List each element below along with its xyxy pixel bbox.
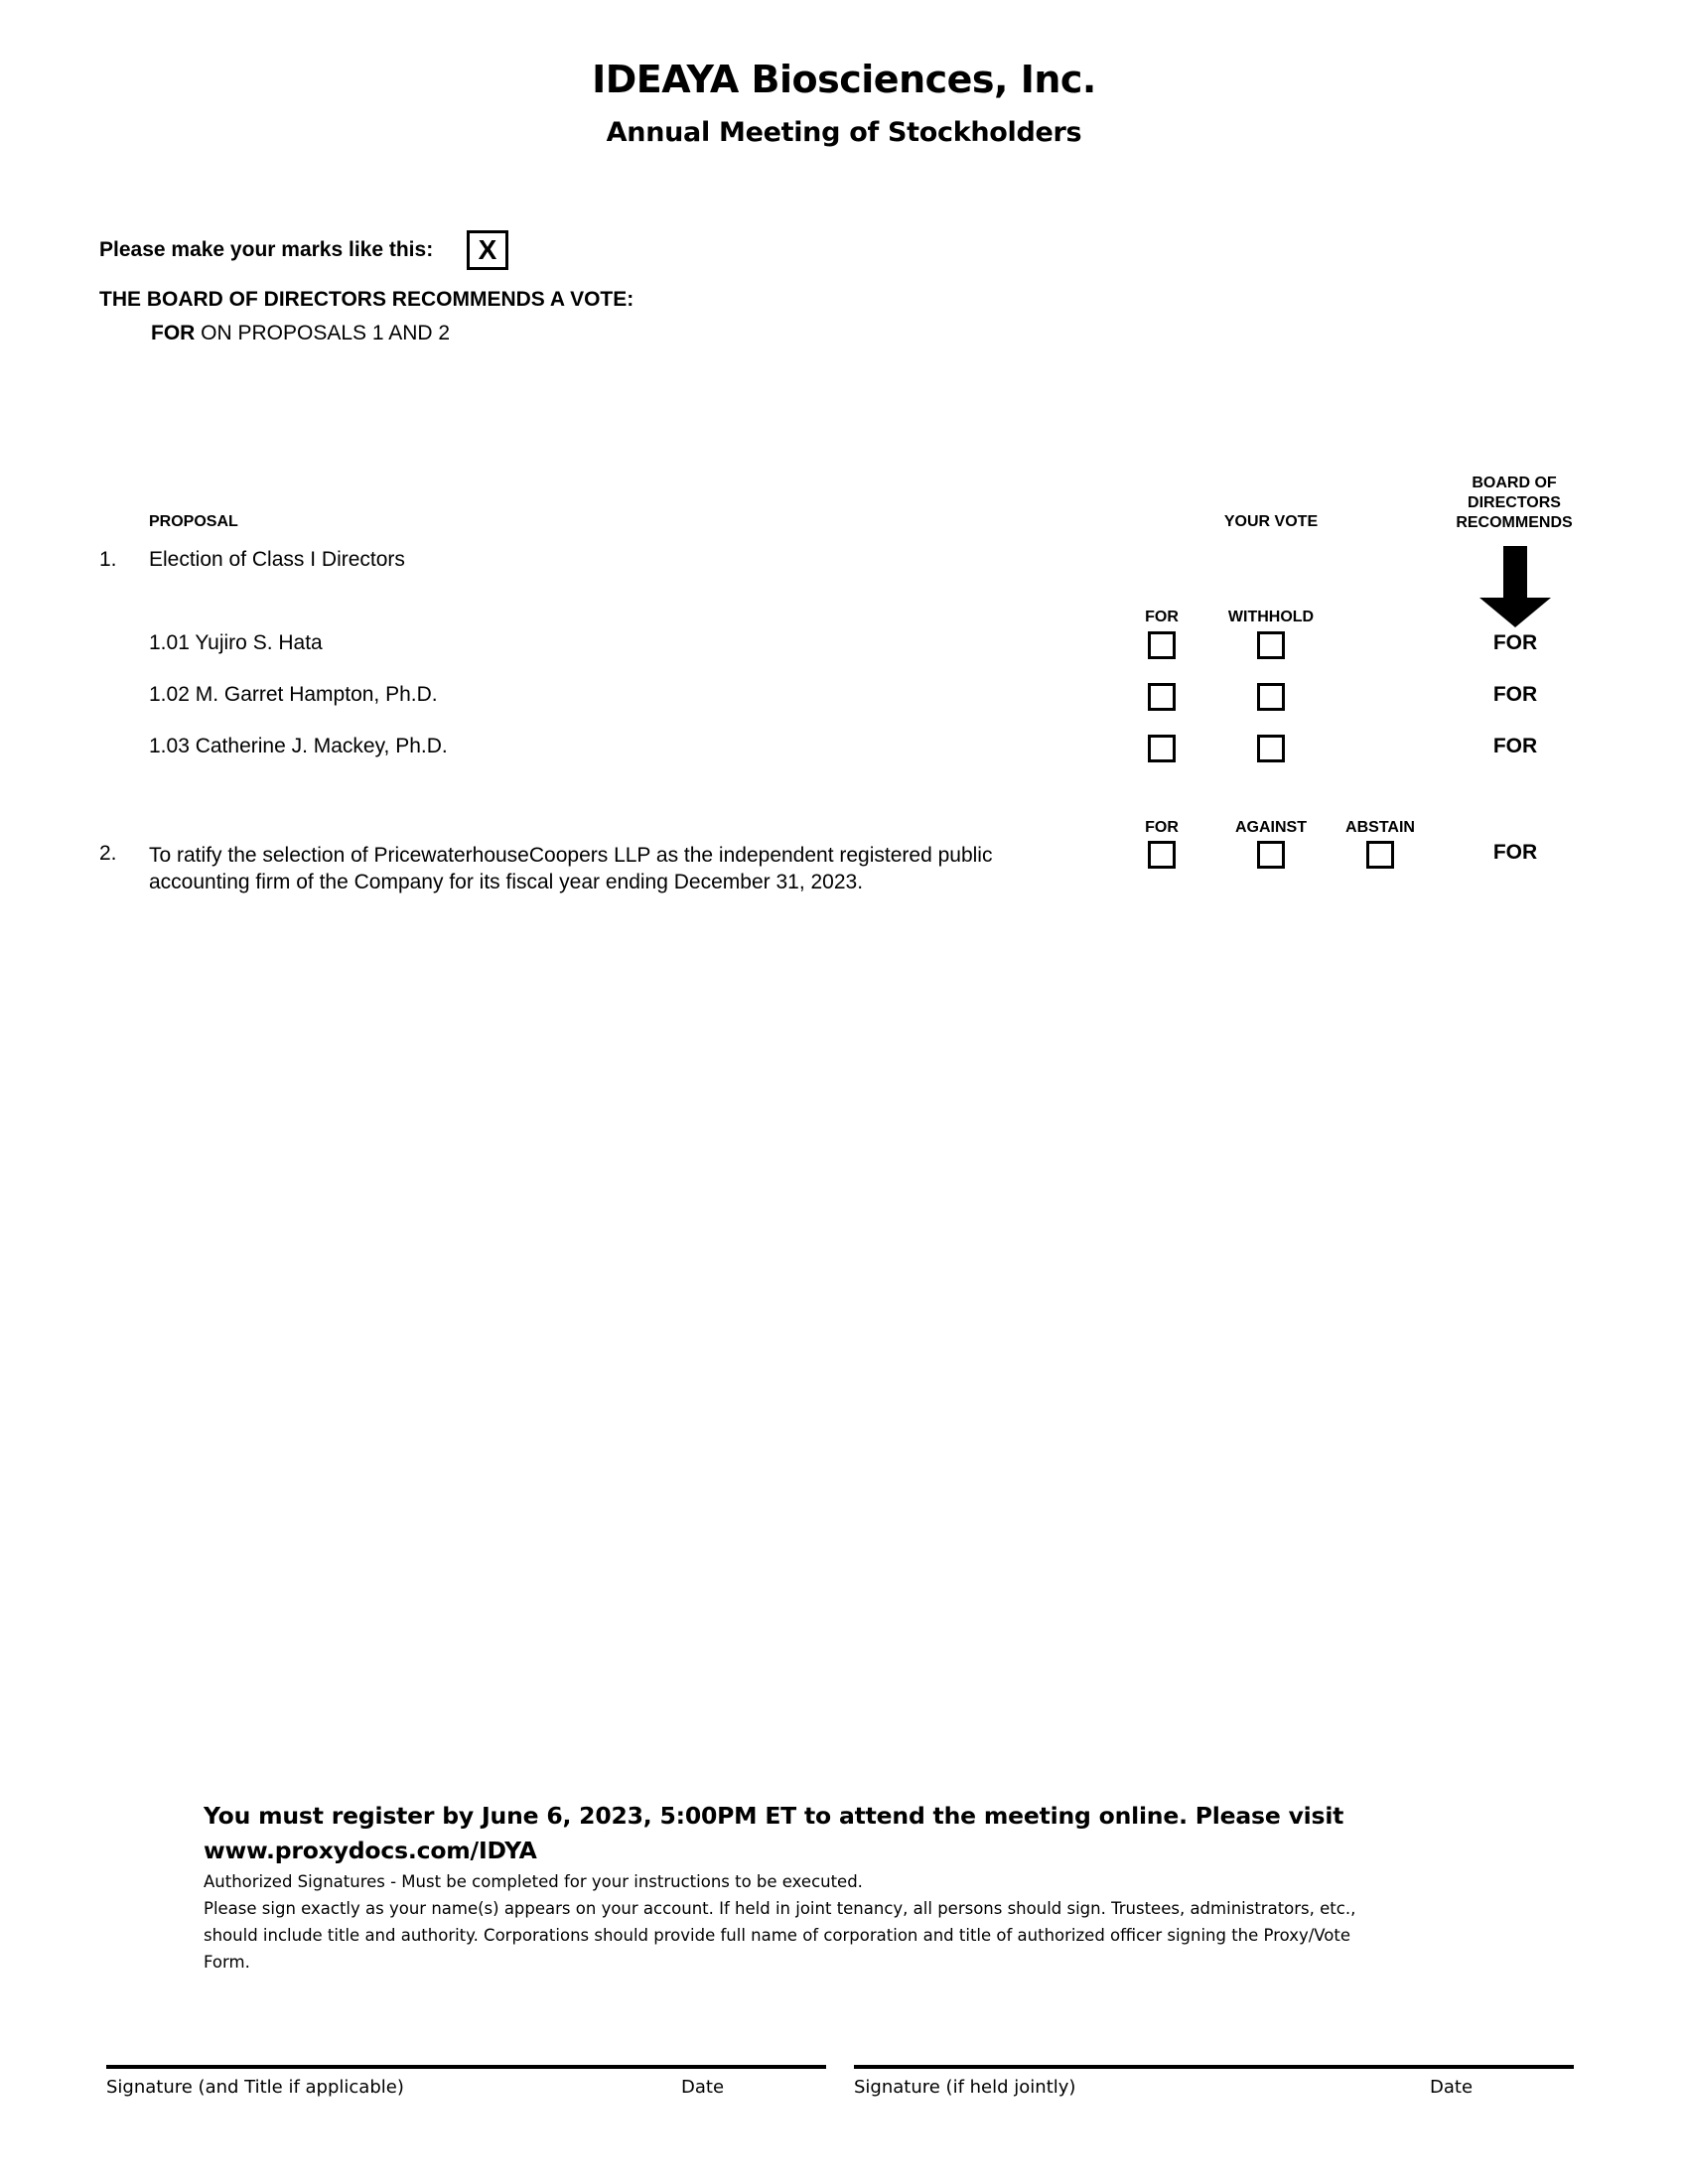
proposal2-abstain-checkbox[interactable] [1366, 841, 1394, 869]
for-word: FOR [151, 322, 196, 344]
sign-instructions-line2: should include title and authority. Corporations should provide full name of corporation and title of authorized officer signing the Proxy/Vote [204, 1926, 1351, 1945]
registration-url: www.proxydocs.com/IDYA [204, 1837, 537, 1864]
board-recommends-column-header [1430, 474, 1599, 533]
marks-instruction: Please make your marks like this: [99, 238, 434, 261]
nominee1-for-checkbox[interactable] [1148, 631, 1176, 659]
proposal1-title: Election of Class I Directors [149, 548, 405, 571]
p2-for-option-header: FOR [1145, 819, 1179, 836]
board-header-line3: RECOMMENDS [1456, 514, 1573, 531]
signature-line-primary [106, 2065, 826, 2069]
proposal2-against-checkbox[interactable] [1257, 841, 1285, 869]
signing-instructions [204, 1868, 1494, 1976]
meeting-subtitle: Annual Meeting of Stockholders [606, 117, 1082, 148]
marks-example-box: X [467, 230, 508, 270]
p1-for-option-header: FOR [1145, 609, 1179, 625]
proposal1-number: 1. [99, 548, 117, 571]
nominee-label: 1.02 M. Garret Hampton, Ph.D. [149, 683, 438, 706]
nominee2-for-checkbox[interactable] [1148, 683, 1176, 711]
nominee3-withhold-checkbox[interactable] [1257, 735, 1285, 762]
company-title: IDEAYA Biosciences, Inc. [592, 58, 1096, 101]
your-vote-column-header: YOUR VOTE [1223, 513, 1319, 530]
signature-label-joint: Signature (if held jointly) [854, 2077, 1076, 2098]
board-header-line1: BOARD OF [1472, 475, 1557, 491]
p2-abstain-option-header: ABSTAIN [1345, 819, 1415, 836]
registration-notice [204, 1799, 1475, 1868]
p1-withhold-option-header: WITHHOLD [1227, 609, 1315, 625]
sign-instructions-line3: Form. [204, 1953, 250, 1972]
proposal2-text-line2: accounting firm of the Company for its fiscal year ending December 31, 2023. [149, 871, 864, 893]
nominee3-for-checkbox[interactable] [1148, 735, 1176, 762]
proposal2-number: 2. [99, 842, 117, 865]
sign-instructions-line1: Please sign exactly as your name(s) appears on your account. If held in joint tenancy, all persons should sign. Trustees, administrators, etc., [204, 1899, 1356, 1918]
proposal2-recommendation: FOR [1492, 841, 1538, 864]
proposal2-for-checkbox[interactable] [1148, 841, 1176, 869]
for-rest: ON PROPOSALS 1 AND 2 [195, 322, 451, 344]
nominee2-recommendation: FOR [1492, 683, 1538, 706]
nominee1-recommendation: FOR [1492, 631, 1538, 654]
signature-line-joint [854, 2065, 1574, 2069]
board-recommendation-summary [151, 322, 450, 345]
registration-line1: You must register by June 6, 2023, 5:00PM ET to attend the meeting online. Please visit [204, 1802, 1344, 1830]
board-recommendation-heading: THE BOARD OF DIRECTORS RECOMMENDS A VOTE: [99, 288, 634, 311]
proposal-column-header: PROPOSAL [149, 513, 238, 530]
proposal2-text [149, 842, 992, 895]
nominee2-withhold-checkbox[interactable] [1257, 683, 1285, 711]
nominee-label: 1.01 Yujiro S. Hata [149, 631, 323, 654]
date-label-joint: Date [1430, 2077, 1474, 2098]
p2-against-option-header: AGAINST [1235, 819, 1307, 836]
board-header-line2: DIRECTORS [1468, 494, 1561, 511]
arrow-down-icon [1479, 546, 1551, 627]
nominee3-recommendation: FOR [1492, 735, 1538, 757]
date-label-primary: Date [681, 2077, 725, 2098]
proposal2-text-line1: To ratify the selection of PricewaterhouseCoopers LLP as the independent registered public [149, 844, 993, 867]
nominee-label: 1.03 Catherine J. Mackey, Ph.D. [149, 735, 448, 757]
authorized-signatures-note: Authorized Signatures - Must be completed for your instructions to be executed. [204, 1872, 863, 1891]
nominee1-withhold-checkbox[interactable] [1257, 631, 1285, 659]
signature-label-primary: Signature (and Title if applicable) [106, 2077, 404, 2098]
